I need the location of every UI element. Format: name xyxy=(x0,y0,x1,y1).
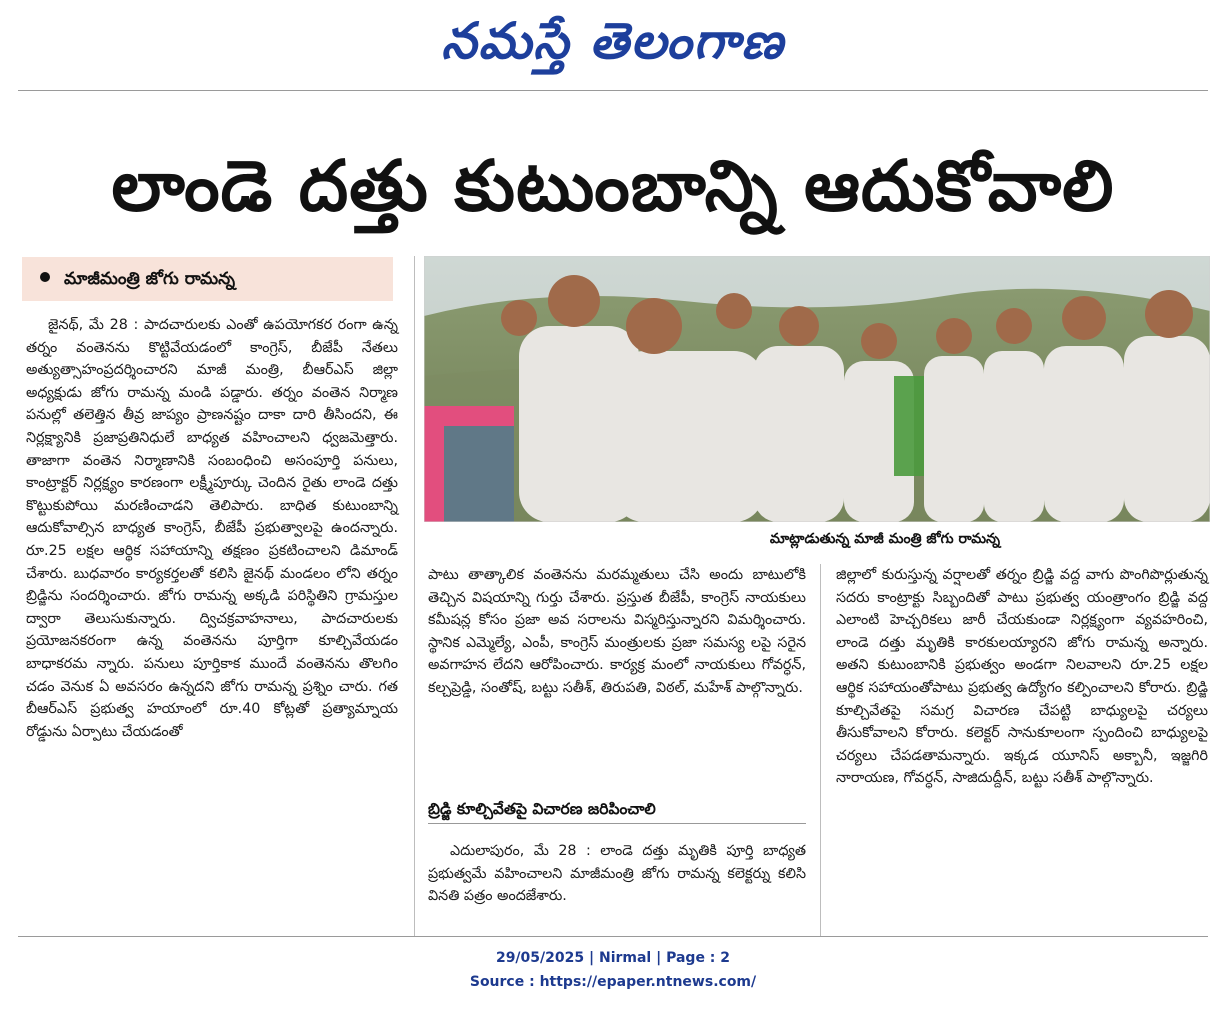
article-column-2 xyxy=(428,564,806,700)
article-column-1 xyxy=(26,314,398,743)
column-divider xyxy=(820,564,821,936)
tagline-box xyxy=(22,257,393,301)
masthead-divider xyxy=(18,90,1208,91)
sub-headline: బ్రిడ్జి కూల్చివేతపై విచారణ జరిపించాలి xyxy=(428,794,806,824)
footer-date-line: 29/05/2025 | Nirmal | Page : 2 xyxy=(495,950,731,966)
column-3-text: జిల్లాలో కురుస్తున్న వర్షాలతో తర్నం బ్రిడ్జి వద్ద వాగు పొంగిపొర్లుతున్న సదరు కాంట్రాక్టు సిబ్బందితో పాటు ప్రభుత్వ యంత్రాంగం బ్రిడ్జి వద్ద ఎలాంటి హెచ్చరికలు జారీ చేయకుండా నిర్లక్ష్యంగా వ్యవహరించి, లాండె దత్తు మృతికి కారకులయ్యారని జోగు రామన్న అన్నారు. అతని కుటుంబానికి ప్రభుత్వం అండగా నిలవాలని రూ.25 లక్షల ఆర్థిక సహాయంతోపాటు ప్రభుత్వ ఉద్యోగం కల్పించాలని కోరారు. బ్రిడ్జి కూల్చివేతపై సమగ్ర విచారణ చేపట్టి బాధ్యులపై చర్యలు తీసుకోవాలని కోరారు. కలెక్టర్ సానుకూలంగా స్పందించి బాధ్యులపై చర్యలు చేపడతామన్నారు. ఇక్కడ యూనిస్ అక్బానీ, ఇజ్జగిరి నారాయణ, గోవర్ధన్, సాజిదుద్దీన్, బట్టు సతీశ్ పాల్గొన్నారు. xyxy=(836,567,1208,787)
column-divider xyxy=(414,256,415,936)
news-photo xyxy=(424,256,1210,522)
column-2b-text: ఎదులాపురం, మే 28 : లాండె దత్తు మృతికి పూర్తి బాధ్యత ప్రభుత్వమే వహించాలని మాజీమంత్రి జోగు రామన్న కలెక్టర్ను కలిసి వినతి పత్రం అందజేశారు. xyxy=(428,843,806,905)
bullet-icon xyxy=(40,272,50,282)
column-2-text: పాటు తాత్కాలిక వంతెనను మరమ్మతులు చేసి అందు బాటులోకి తెచ్చిన విషయాన్ని గుర్తు చేశారు. ప్రస్తుత బీజేపీ, కాంగ్రెస్ నాయకులు కమీషన్ల కోసం ప్రజా అవ సరాలను విస్మరిస్తున్నారని విమర్శించారు. స్థానిక ఎమ్మెల్యే, ఎంపీ, కాంగ్రెస్ మంత్రులకు ప్రజా సమస్య లపై సరైన అవగాహన లేదని ఆరోపించారు. కార్యక్ర మంలో నాయకులు గోవర్ధన్, కల్చప్రెడ్డి, సంతోష్, బట్టు సతీశ్, తిరుపతి, విఠల్, మహేశ్ పాల్గొన్నారు. xyxy=(428,567,806,696)
column-1-text: జైనథ్, మే 28 : పాదచారులకు ఎంతో ఉపయోగకర రంగా ఉన్న తర్నం వంతెనను కొట్టివేయడంలో కాంగ్రెస్, బీజేపీ నేతలు అత్యుత్సాహంప్రదర్శించారని మాజీ మంత్రి, బీఆర్ఎస్ జిల్లా అధ్యక్షుడు జోగు రామన్న మండి పడ్డారు. తర్నం వంతెన నిర్మాణ పనుల్లో తలెత్తిన తీవ్ర జాప్యం ప్రాణనష్టం దాకా దారి తీసిందని, ఈ నిర్లక్ష్యానికి ప్రజాప్రతినిధులే బాధ్యత వహించాలని ధ్వజమెత్తారు. తాజాగా వంతెన నిర్మాణానికి సంబంధించి అసంపూర్తి పనులు, కాంట్రాక్టర్ నిర్లక్ష్యం కారణంగా లక్ష్మీపూర్కు చెందిన రైతు లాండె దత్తు కొట్టుకుపోయి మరణించాడని తెలిపారు. బాధిత కుటుంబాన్ని ఆదుకోవాల్సిన బాధ్యత కాంగ్రెస్, బీజేపీ ప్రభుత్వాలపై ఉందన్నారు. రూ.25 లక్షల ఆర్థిక సహాయాన్ని తక్షణం ప్రకటించాలని డిమాండ్ చేశారు. బుధవారం కార్యకర్తలతో కలిసి జైనథ్ మండలం లోని తర్నం బ్రిడ్జిను సందర్శించారు. జోగు రామన్న అక్కడి పరిస్థితిని గ్రామస్తుల ద్వారా తెలుసుకున్నారు. ద్విచక్రవాహనాలు, పాదచారులకు ప్రయోజనకరంగా ఉన్న వంతెనను పూర్తిగా కూల్చివేయడం బాధాకరమ న్నారు. పనులు పూర్తికాక ముందే వంతెనను తొలగిం చడం వెనుక ఏ అవసరం ఉన్నదని జోగు రామన్న ప్రశ్నిం చారు. గత బీఆర్ఎస్ ప్రభుత్వ హయాంలో రూ.40 కోట్లతో ప్రత్యామ్నాయ రోడ్డును ఏర్పాటు చేయడంతో xyxy=(26,317,398,740)
photo-caption: మాట్లాడుతున్న మాజీ మంత్రి జోగు రామన్న xyxy=(769,531,1000,547)
article-column-3 xyxy=(836,564,1208,790)
tagline-text: మాజీమంత్రి జోగు రామన్న xyxy=(64,269,236,289)
photo-illustration xyxy=(424,256,1210,522)
article-column-2b xyxy=(428,840,806,908)
footer-source-line: Source : https://epaper.ntnews.com/ xyxy=(469,974,757,990)
article-headline: లాండె దత్తు కుటుంబాన్ని ఆదుకోవాలి xyxy=(111,145,1115,227)
footer-divider xyxy=(18,936,1208,937)
masthead-title: నమస్తే తెలంగాణ xyxy=(441,11,785,70)
